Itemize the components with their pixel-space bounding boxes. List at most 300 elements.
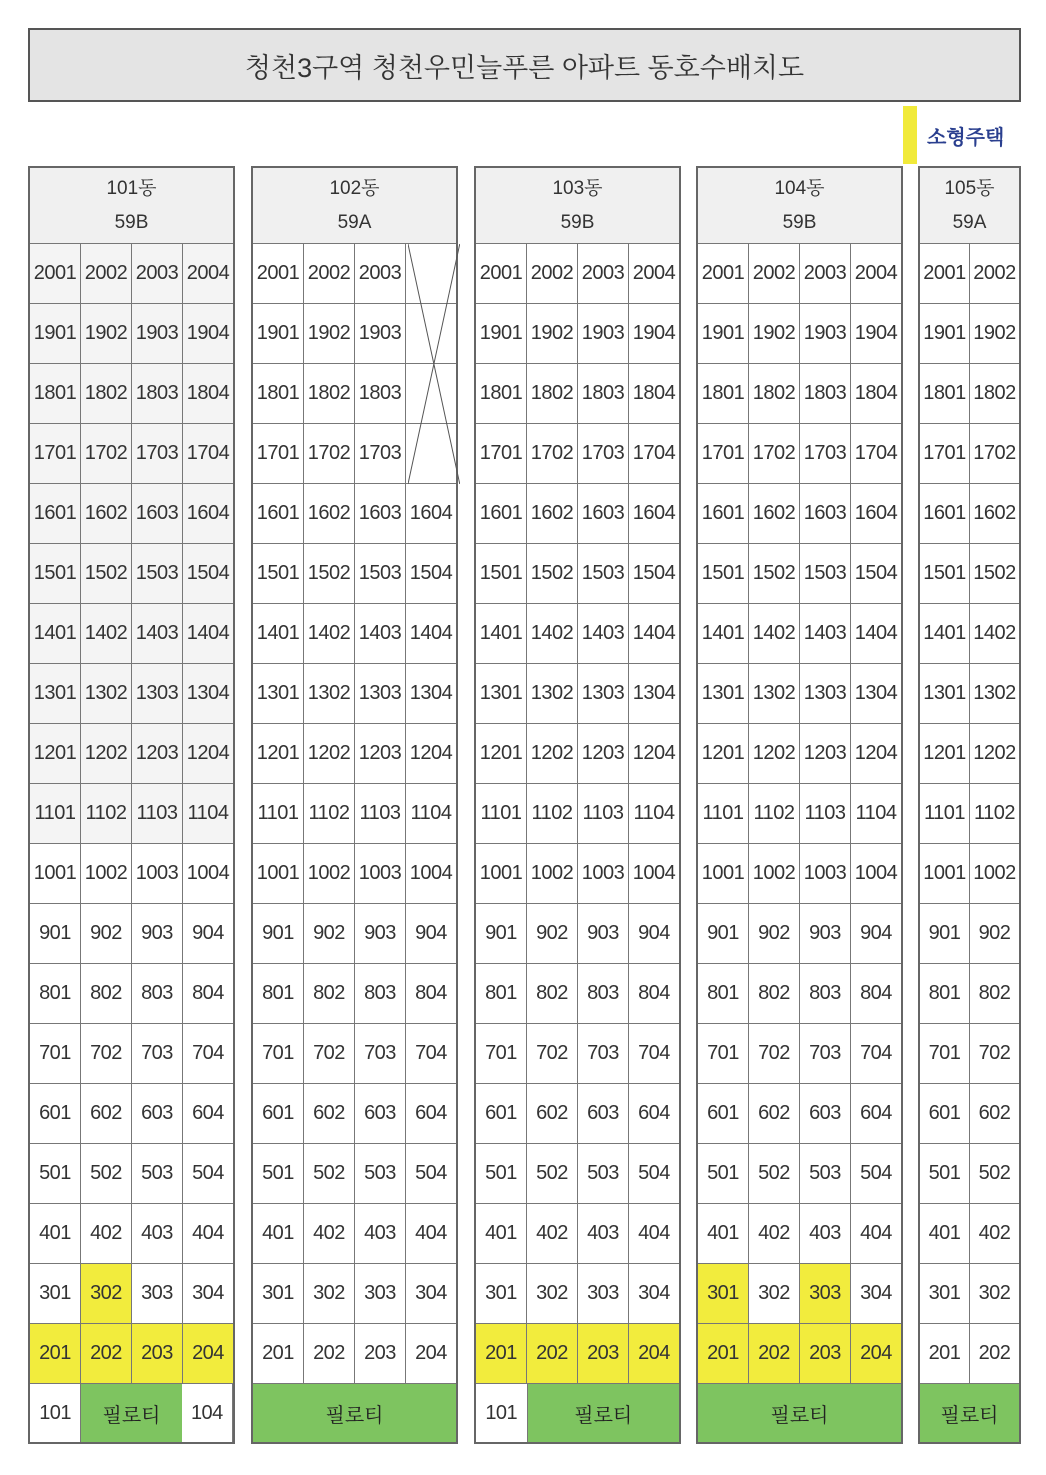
unit-cell: 804: [860, 982, 892, 1004]
floor-row: [30, 424, 233, 484]
unit-cell: 1704: [632, 442, 676, 464]
unit-cell: 1004: [854, 862, 898, 884]
floor-row: [698, 244, 901, 304]
unit-cell: 302: [527, 1264, 578, 1323]
unit-cell: 1303: [132, 664, 183, 723]
unit-cell: 1701: [253, 424, 304, 483]
unit-cell: 302: [304, 1264, 355, 1323]
unit-cell: 1102: [304, 784, 355, 843]
floor-row: [476, 604, 679, 664]
unit-cell: 903: [800, 904, 851, 963]
unit-cell: 2001: [476, 244, 527, 303]
unit-cell: 1902: [973, 322, 1016, 344]
unit-cell: 1501: [253, 544, 304, 603]
building-type: 59A: [337, 211, 372, 233]
building-header: [476, 168, 679, 244]
unit-cell: 1304: [183, 664, 233, 723]
unit-cell: 1504: [854, 562, 898, 584]
unit-cell: 801: [698, 964, 749, 1023]
floor-row: [30, 1264, 233, 1324]
unit-cell: 1303: [355, 664, 406, 723]
unit-cell: 1703: [355, 424, 406, 483]
unit-cell: 503: [132, 1144, 183, 1203]
unit-cell: 1503: [800, 544, 851, 603]
unit-cell: 1501: [920, 544, 970, 603]
unit-cell: 904: [192, 922, 224, 944]
unit-cell: 1804: [183, 364, 233, 423]
unit-cell: 1402: [973, 622, 1016, 644]
unit-cell: 1802: [749, 364, 800, 423]
pilotis-area: 필로티: [698, 1384, 901, 1442]
unit-cell: 1404: [183, 604, 233, 663]
floor-row: [476, 424, 679, 484]
unit-cell: 504: [415, 1162, 447, 1184]
unit-cell: 704: [192, 1042, 224, 1064]
floor-row: [698, 1144, 901, 1204]
unit-cell: 1902: [304, 304, 355, 363]
unit-cell: 1803: [132, 364, 183, 423]
unit-cell: 701: [476, 1024, 527, 1083]
floor-row: [920, 484, 1019, 544]
floor-row: [476, 484, 679, 544]
unit-cell: 1001: [30, 844, 81, 903]
unit-cell: 704: [860, 1042, 892, 1064]
floor-row: [253, 604, 456, 664]
unit-cell: 1702: [973, 442, 1016, 464]
unit-cell: 703: [578, 1024, 629, 1083]
unit-cell: 1503: [355, 544, 406, 603]
unit-cell: 404: [192, 1222, 224, 1244]
unit-cell: 1601: [30, 484, 81, 543]
empty-unit-cell: [406, 304, 456, 363]
unit-cell: 201: [698, 1324, 749, 1383]
floor-row: [920, 244, 1019, 304]
unit-cell: 404: [860, 1222, 892, 1244]
unit-cell: 204: [183, 1324, 233, 1383]
unit-cell: 1603: [800, 484, 851, 543]
unit-cell: 1702: [81, 424, 132, 483]
floor-row: [698, 844, 901, 904]
building-type: 59B: [782, 211, 817, 233]
unit-cell: 1102: [81, 784, 132, 843]
unit-cell: 1204: [854, 742, 898, 764]
unit-cell: 401: [30, 1204, 81, 1263]
floor-row: [698, 784, 901, 844]
unit-cell: 1303: [578, 664, 629, 723]
unit-cell: 1801: [253, 364, 304, 423]
building-3: [474, 166, 681, 1444]
ground-floor-row: [698, 1384, 901, 1442]
floor-row: [30, 784, 233, 844]
building-name: 104동: [774, 177, 825, 199]
unit-cell: 1601: [476, 484, 527, 543]
floor-row: [253, 664, 456, 724]
unit-cell: 1803: [800, 364, 851, 423]
unit-cell: 1203: [132, 724, 183, 783]
ground-floor-row: [30, 1384, 233, 1442]
unit-cell: 1001: [253, 844, 304, 903]
unit-cell: 601: [30, 1084, 81, 1143]
unit-cell: 1004: [632, 862, 676, 884]
floor-row: [30, 664, 233, 724]
unit-cell: 1202: [527, 724, 578, 783]
unit-cell: 2001: [253, 244, 304, 303]
unit-cell: 1502: [749, 544, 800, 603]
unit-cell: 1404: [409, 622, 453, 644]
unit-cell: 1001: [476, 844, 527, 903]
unit-cell: 701: [30, 1024, 81, 1083]
unit-cell: 1101: [476, 784, 527, 843]
unit-cell: 1401: [30, 604, 81, 663]
unit-cell: 501: [698, 1144, 749, 1203]
unit-cell: 1401: [253, 604, 304, 663]
floor-row: [920, 844, 1019, 904]
floor-row: [30, 604, 233, 664]
unit-cell: 601: [920, 1084, 970, 1143]
unit-cell: 1701: [698, 424, 749, 483]
floor-row: [253, 1144, 456, 1204]
unit-cell: 1602: [304, 484, 355, 543]
unit-cell: 802: [978, 982, 1011, 1004]
unit-cell: 801: [253, 964, 304, 1023]
unit-cell: 1604: [183, 484, 233, 543]
unit-cell: 1301: [253, 664, 304, 723]
unit-cell: 1501: [476, 544, 527, 603]
floor-row: [476, 1204, 679, 1264]
unit-cell: 803: [355, 964, 406, 1023]
floor-row: [30, 544, 233, 604]
floor-row: [253, 244, 456, 304]
unit-cell: 804: [192, 982, 224, 1004]
unit-cell: 1901: [920, 304, 970, 363]
unit-cell: 1001: [920, 844, 970, 903]
floor-row: [698, 1204, 901, 1264]
floor-row: [698, 1324, 901, 1384]
unit-cell: 804: [638, 982, 670, 1004]
unit-cell: 801: [476, 964, 527, 1023]
unit-cell: 503: [578, 1144, 629, 1203]
unit-cell: 2002: [81, 244, 132, 303]
floor-row: [476, 304, 679, 364]
unit-cell: 1403: [132, 604, 183, 663]
unit-cell: 302: [978, 1282, 1011, 1304]
unit-cell: 703: [132, 1024, 183, 1083]
unit-cell: 1102: [973, 802, 1015, 824]
unit-cell: 1301: [698, 664, 749, 723]
unit-cell: 1202: [304, 724, 355, 783]
unit-cell: 403: [800, 1204, 851, 1263]
unit-cell: 902: [527, 904, 578, 963]
unit-cell: 1002: [527, 844, 578, 903]
unit-cell: 1302: [527, 664, 578, 723]
floor-row: [698, 664, 901, 724]
unit-cell: 1403: [578, 604, 629, 663]
unit-cell: 203: [132, 1324, 183, 1383]
floor-row: [698, 1264, 901, 1324]
unit-cell: 2002: [304, 244, 355, 303]
unit-cell: 502: [978, 1162, 1011, 1184]
floor-row: [698, 484, 901, 544]
floor-row: [30, 1084, 233, 1144]
unit-cell: 803: [578, 964, 629, 1023]
unit-cell: 1504: [409, 562, 453, 584]
unit-cell: 1701: [476, 424, 527, 483]
unit-cell: 1004: [409, 862, 453, 884]
unit-cell: 702: [749, 1024, 800, 1083]
unit-cell: 204: [851, 1324, 901, 1383]
unit-cell: 101: [30, 1384, 81, 1442]
unit-cell: 1702: [304, 424, 355, 483]
unit-cell: 1203: [355, 724, 406, 783]
unit-cell: 202: [304, 1324, 355, 1383]
unit-cell: 2002: [973, 262, 1016, 284]
floor-row: [253, 1324, 456, 1384]
unit-cell: 403: [578, 1204, 629, 1263]
building-2: [251, 166, 458, 1444]
unit-cell: 1604: [632, 502, 676, 524]
unit-cell: 604: [638, 1102, 670, 1124]
building-type: 59A: [952, 211, 987, 233]
unit-cell: 403: [355, 1204, 406, 1263]
floor-row: [30, 1144, 233, 1204]
unit-cell: 602: [81, 1084, 132, 1143]
floor-row: [698, 544, 901, 604]
unit-cell: 1603: [355, 484, 406, 543]
building-5: [918, 166, 1021, 1444]
unit-cell: 1203: [578, 724, 629, 783]
floor-row: [698, 904, 901, 964]
unit-cell: 1102: [749, 784, 800, 843]
unit-cell: 1502: [81, 544, 132, 603]
unit-cell: 504: [192, 1162, 224, 1184]
unit-cell: 2004: [183, 244, 233, 303]
building-name: 101동: [106, 177, 157, 199]
unit-cell: 804: [415, 982, 447, 1004]
unit-cell: 603: [132, 1084, 183, 1143]
unit-cell: 1902: [749, 304, 800, 363]
unit-cell: 901: [698, 904, 749, 963]
unit-cell: 1004: [186, 862, 230, 884]
unit-cell: 201: [920, 1324, 970, 1383]
unit-cell: 902: [304, 904, 355, 963]
floor-row: [698, 1024, 901, 1084]
unit-cell: 1401: [698, 604, 749, 663]
unit-cell: 1604: [409, 502, 453, 524]
building-type: 59B: [114, 211, 149, 233]
unit-cell: 2003: [132, 244, 183, 303]
unit-cell: 1601: [253, 484, 304, 543]
unit-cell: 704: [415, 1042, 447, 1064]
floor-row: [253, 484, 456, 544]
unit-cell: 604: [860, 1102, 892, 1124]
unit-cell: 1901: [30, 304, 81, 363]
unit-cell: 1603: [132, 484, 183, 543]
floor-row: [253, 544, 456, 604]
unit-cell: 1904: [183, 304, 233, 363]
unit-cell: 401: [920, 1204, 970, 1263]
unit-cell: 1803: [578, 364, 629, 423]
floor-row: [920, 604, 1019, 664]
floor-row: [253, 1204, 456, 1264]
floor-row: [476, 904, 679, 964]
floor-row: [476, 364, 679, 424]
unit-cell: 1002: [973, 862, 1016, 884]
unit-cell: 1201: [698, 724, 749, 783]
unit-cell: 602: [527, 1084, 578, 1143]
unit-cell: 1103: [578, 784, 629, 843]
floor-row: [476, 244, 679, 304]
floor-row: [920, 1084, 1019, 1144]
unit-cell: 1402: [527, 604, 578, 663]
unit-cell: 1801: [698, 364, 749, 423]
unit-cell: 101: [476, 1384, 528, 1442]
unit-cell: 1304: [854, 682, 898, 704]
unit-cell: 2001: [920, 244, 970, 303]
unit-cell: 701: [253, 1024, 304, 1083]
unit-cell: 801: [920, 964, 970, 1023]
unit-cell: 1702: [527, 424, 578, 483]
floor-row: [476, 544, 679, 604]
unit-cell: 1001: [698, 844, 749, 903]
unit-cell: 603: [800, 1084, 851, 1143]
unit-cell: 301: [253, 1264, 304, 1323]
unit-cell: 302: [81, 1264, 132, 1323]
unit-cell: 1704: [854, 442, 898, 464]
floor-row: [920, 1324, 1019, 1384]
floor-row: [476, 964, 679, 1024]
unit-cell: 1504: [183, 544, 233, 603]
unit-cell: 1704: [183, 424, 233, 483]
unit-cell: 1901: [698, 304, 749, 363]
unit-cell: 1802: [81, 364, 132, 423]
unit-cell: 1401: [476, 604, 527, 663]
unit-cell: 1502: [527, 544, 578, 603]
unit-cell: 304: [192, 1282, 224, 1304]
unit-cell: 1602: [81, 484, 132, 543]
unit-cell: 304: [860, 1282, 892, 1304]
unit-cell: 902: [978, 922, 1011, 944]
unit-cell: 501: [253, 1144, 304, 1203]
floor-row: [253, 964, 456, 1024]
unit-cell: 1003: [355, 844, 406, 903]
floor-row: [476, 1324, 679, 1384]
unit-cell: 301: [30, 1264, 81, 1323]
unit-cell: 402: [81, 1204, 132, 1263]
unit-cell: 703: [355, 1024, 406, 1083]
floor-row: [920, 784, 1019, 844]
floor-row: [253, 724, 456, 784]
legend-swatch: [903, 106, 917, 164]
unit-cell: 1602: [527, 484, 578, 543]
unit-cell: 1103: [355, 784, 406, 843]
unit-cell: 2002: [749, 244, 800, 303]
unit-cell: 2003: [355, 244, 406, 303]
unit-cell: 1101: [698, 784, 749, 843]
unit-cell: 1302: [749, 664, 800, 723]
unit-cell: 204: [629, 1324, 679, 1383]
unit-cell: 1604: [854, 502, 898, 524]
unit-cell: 702: [81, 1024, 132, 1083]
unit-cell: 802: [527, 964, 578, 1023]
unit-cell: 802: [749, 964, 800, 1023]
unit-cell: 501: [30, 1144, 81, 1203]
building-name: 103동: [552, 177, 603, 199]
unit-cell: 702: [527, 1024, 578, 1083]
ground-floor-row: [253, 1384, 456, 1442]
unit-cell: 1501: [30, 544, 81, 603]
floor-row: [253, 424, 456, 484]
unit-cell: 502: [749, 1144, 800, 1203]
floor-row: [476, 1264, 679, 1324]
unit-cell: 1901: [253, 304, 304, 363]
unit-cell: 601: [253, 1084, 304, 1143]
unit-cell: 1201: [476, 724, 527, 783]
unit-cell: 304: [638, 1282, 670, 1304]
building-header: [30, 168, 233, 244]
unit-cell: 1402: [749, 604, 800, 663]
unit-cell: 1701: [920, 424, 970, 483]
ground-floor-row: [476, 1384, 679, 1442]
unit-cell: 1703: [578, 424, 629, 483]
unit-cell: 1102: [527, 784, 578, 843]
building-header: [920, 168, 1019, 244]
unit-cell: 1802: [527, 364, 578, 423]
unit-cell: 404: [415, 1222, 447, 1244]
floor-row: [30, 244, 233, 304]
page-title-bar: [28, 28, 1021, 102]
floor-row: [30, 1324, 233, 1384]
unit-cell: 1101: [30, 784, 81, 843]
unit-cell: 903: [355, 904, 406, 963]
unit-cell: 2003: [800, 244, 851, 303]
legend: [903, 106, 1033, 164]
unit-cell: 1504: [632, 562, 676, 584]
unit-cell: 1404: [854, 622, 898, 644]
unit-cell: 1903: [800, 304, 851, 363]
unit-cell: 1904: [854, 322, 898, 344]
unit-cell: 504: [638, 1162, 670, 1184]
unit-cell: 402: [304, 1204, 355, 1263]
unit-cell: 501: [920, 1144, 970, 1203]
unit-cell: 904: [860, 922, 892, 944]
unit-cell: 303: [800, 1264, 851, 1323]
unit-cell: 1801: [920, 364, 970, 423]
unit-cell: 203: [355, 1324, 406, 1383]
floor-row: [476, 1084, 679, 1144]
unit-cell: 1204: [183, 724, 233, 783]
unit-cell: 2004: [854, 262, 898, 284]
unit-cell: 202: [527, 1324, 578, 1383]
unit-cell: 1602: [749, 484, 800, 543]
floor-row: [30, 364, 233, 424]
floor-row: [253, 364, 456, 424]
unit-cell: 801: [30, 964, 81, 1023]
unit-cell: 502: [81, 1144, 132, 1203]
floor-row: [920, 304, 1019, 364]
floor-row: [698, 304, 901, 364]
floor-row: [920, 964, 1019, 1024]
unit-cell: 303: [132, 1264, 183, 1323]
unit-cell: 1503: [578, 544, 629, 603]
unit-cell: 1804: [854, 382, 898, 404]
floor-row: [30, 304, 233, 364]
unit-cell: 1402: [81, 604, 132, 663]
unit-cell: 503: [355, 1144, 406, 1203]
unit-cell: 802: [81, 964, 132, 1023]
floor-row: [253, 844, 456, 904]
unit-cell: 1703: [800, 424, 851, 483]
floor-row: [920, 424, 1019, 484]
